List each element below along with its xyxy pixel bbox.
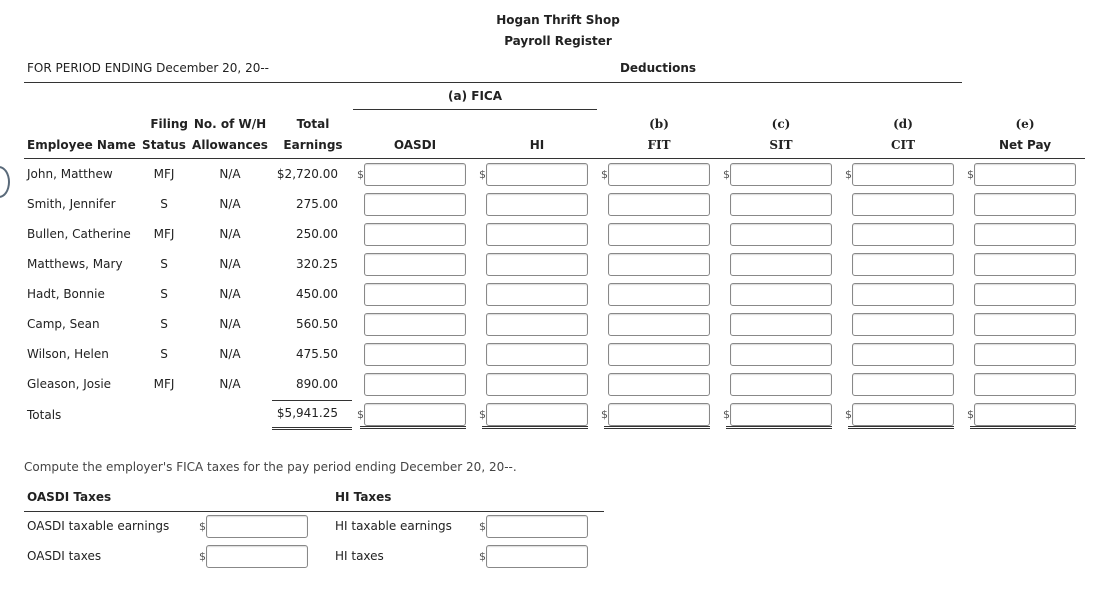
total-double-rule: [482, 426, 588, 427]
cit-input[interactable]: [852, 343, 954, 366]
total-fit-input[interactable]: [608, 403, 710, 426]
net-pay-input[interactable]: [974, 163, 1076, 186]
total-double-rule: [970, 426, 1076, 427]
dollar-sign: $: [845, 168, 852, 181]
header-earnings-top: Total: [296, 117, 330, 131]
header-sit-top: (c): [771, 117, 791, 131]
net-pay-input[interactable]: [974, 223, 1076, 246]
total-hi-input[interactable]: [486, 403, 588, 426]
total-net-pay-input[interactable]: [974, 403, 1076, 426]
oasdi-input[interactable]: [364, 163, 466, 186]
oasdi-taxable-earnings-input[interactable]: [206, 515, 308, 538]
totals-earnings: $5,941.25: [276, 406, 338, 420]
totals-top-rule: [272, 400, 352, 401]
dollar-sign: $: [601, 168, 608, 181]
employee-name: Hadt, Bonnie: [27, 287, 105, 301]
totals-double-rule-1: [272, 427, 352, 428]
filing-status: S: [160, 197, 168, 211]
oasdi-input[interactable]: [364, 373, 466, 396]
fit-input[interactable]: [608, 253, 710, 276]
dollar-sign: $: [199, 520, 206, 533]
employee-name: Wilson, Helen: [27, 347, 109, 361]
dollar-sign: $: [845, 408, 852, 421]
header-rule: [24, 158, 1085, 159]
total-double-rule: [482, 428, 588, 429]
dollar-sign: $: [357, 408, 364, 421]
allowances: N/A: [219, 317, 241, 331]
filing-status: S: [160, 347, 168, 361]
sit-input[interactable]: [730, 313, 832, 336]
employee-name: Bullen, Catherine: [27, 227, 131, 241]
header-cit-bottom: CIT: [890, 138, 916, 152]
total-earnings: 450.00: [296, 287, 338, 301]
hi-input[interactable]: [486, 193, 588, 216]
total-double-rule: [970, 428, 1076, 429]
employee-name: Smith, Jennifer: [27, 197, 116, 211]
header-sit-bottom: SIT: [769, 138, 793, 152]
header-oasdi: OASDI: [393, 138, 437, 152]
total-earnings: 890.00: [296, 377, 338, 391]
employee-name: Gleason, Josie: [27, 377, 112, 391]
oasdi-input[interactable]: [364, 193, 466, 216]
totals-double-rule-2: [272, 429, 352, 430]
oasdi-input[interactable]: [364, 343, 466, 366]
total-double-rule: [726, 426, 832, 427]
total-double-rule: [604, 426, 710, 427]
dollar-sign: $: [357, 168, 364, 181]
filing-status: S: [160, 257, 168, 271]
net-pay-input[interactable]: [974, 373, 1076, 396]
hi-taxes-label: HI taxes: [335, 549, 384, 563]
oasdi-taxable-label: OASDI taxable earnings: [27, 519, 170, 533]
total-double-rule: [848, 426, 954, 427]
oasdi-input[interactable]: [364, 223, 466, 246]
filing-status: MFJ: [153, 167, 175, 181]
dollar-sign: $: [967, 168, 974, 181]
filing-status: MFJ: [153, 377, 175, 391]
cit-input[interactable]: [852, 193, 954, 216]
sit-input[interactable]: [730, 373, 832, 396]
total-earnings: 275.00: [296, 197, 338, 211]
hi-input[interactable]: [486, 313, 588, 336]
allowances: N/A: [219, 167, 241, 181]
net-pay-input[interactable]: [974, 193, 1076, 216]
totals-label: Totals: [27, 408, 62, 422]
dollar-sign: $: [723, 408, 730, 421]
sit-input[interactable]: [730, 193, 832, 216]
header-net-top: (e): [1015, 117, 1035, 131]
deductions-rule: [24, 82, 962, 83]
allowances: N/A: [219, 227, 241, 241]
focus-ring-indicator: [0, 166, 10, 198]
total-double-rule: [726, 428, 832, 429]
dollar-sign: $: [967, 408, 974, 421]
allowances: N/A: [219, 347, 241, 361]
header-allow-bottom: Allowances: [192, 138, 268, 152]
total-double-rule: [604, 428, 710, 429]
header-cit-top: (d): [893, 117, 913, 131]
oasdi-input[interactable]: [364, 253, 466, 276]
total-earnings: 320.25: [296, 257, 338, 271]
fit-input[interactable]: [608, 343, 710, 366]
hi-input[interactable]: [486, 283, 588, 306]
sit-input[interactable]: [730, 253, 832, 276]
hi-input[interactable]: [486, 253, 588, 276]
hi-input[interactable]: [486, 163, 588, 186]
total-cit-input[interactable]: [852, 403, 954, 426]
header-filing-bottom: Status: [142, 138, 186, 152]
total-double-rule: [360, 428, 466, 429]
oasdi-input[interactable]: [364, 283, 466, 306]
oasdi-taxes-label: OASDI taxes: [27, 549, 102, 563]
employee-name: John, Matthew: [27, 167, 113, 181]
hi-taxable-earnings-input[interactable]: [486, 515, 588, 538]
fit-input[interactable]: [608, 373, 710, 396]
fit-input[interactable]: [608, 193, 710, 216]
filing-status: S: [160, 317, 168, 331]
company-name: Hogan Thrift Shop: [496, 13, 620, 27]
hi-input[interactable]: [486, 343, 588, 366]
dollar-sign: $: [479, 520, 486, 533]
hi-input[interactable]: [486, 373, 588, 396]
period-label: FOR PERIOD ENDING December 20, 20--: [27, 61, 269, 75]
fit-input[interactable]: [608, 313, 710, 336]
hi-taxes-input[interactable]: [486, 545, 588, 568]
oasdi-taxes-heading: OASDI Taxes: [27, 490, 112, 504]
net-pay-input[interactable]: [974, 313, 1076, 336]
cit-input[interactable]: [852, 373, 954, 396]
total-earnings: 250.00: [296, 227, 338, 241]
employer-rule: [24, 511, 604, 512]
net-pay-input[interactable]: [974, 283, 1076, 306]
header-fit-bottom: FIT: [647, 138, 671, 152]
sit-input[interactable]: [730, 343, 832, 366]
hi-taxable-label: HI taxable earnings: [335, 519, 452, 533]
cit-input[interactable]: [852, 253, 954, 276]
fit-input[interactable]: [608, 283, 710, 306]
allowances: N/A: [219, 197, 241, 211]
deductions-label: Deductions: [619, 61, 697, 75]
employee-name: Camp, Sean: [27, 317, 100, 331]
sit-input[interactable]: [730, 163, 832, 186]
header-employee-name: Employee Name: [27, 138, 136, 152]
hi-input[interactable]: [486, 223, 588, 246]
employer-prompt: Compute the employer's FICA taxes for the pay period ending December 20, 20--.: [24, 460, 517, 474]
dollar-sign: $: [601, 408, 608, 421]
header-net-bottom: Net Pay: [998, 138, 1052, 152]
allowances: N/A: [219, 377, 241, 391]
fica-rule: [353, 109, 597, 110]
total-earnings: $2,720.00: [276, 167, 338, 181]
header-filing-top: Filing: [150, 117, 188, 131]
employee-name: Matthews, Mary: [27, 257, 123, 271]
total-oasdi-input[interactable]: [364, 403, 466, 426]
net-pay-input[interactable]: [974, 253, 1076, 276]
cit-input[interactable]: [852, 223, 954, 246]
filing-status: S: [160, 287, 168, 301]
header-fit-top: (b): [649, 117, 669, 131]
total-earnings: 560.50: [296, 317, 338, 331]
filing-status: MFJ: [153, 227, 175, 241]
header-earnings-bottom: Earnings: [283, 138, 343, 152]
allowances: N/A: [219, 287, 241, 301]
total-double-rule: [360, 426, 466, 427]
total-sit-input[interactable]: [730, 403, 832, 426]
cit-input[interactable]: [852, 283, 954, 306]
dollar-sign: $: [199, 550, 206, 563]
dollar-sign: $: [723, 168, 730, 181]
dollar-sign: $: [479, 408, 486, 421]
dollar-sign: $: [479, 168, 486, 181]
cit-input[interactable]: [852, 313, 954, 336]
total-earnings: 475.50: [296, 347, 338, 361]
sit-input[interactable]: [730, 223, 832, 246]
fica-label: (a) FICA: [448, 89, 502, 103]
total-double-rule: [848, 428, 954, 429]
hi-taxes-heading: HI Taxes: [335, 490, 392, 504]
oasdi-taxes-input[interactable]: [206, 545, 308, 568]
dollar-sign: $: [479, 550, 486, 563]
header-allow-top: No. of W/H: [193, 117, 267, 131]
header-hi: HI: [529, 138, 545, 152]
oasdi-input[interactable]: [364, 313, 466, 336]
cit-input[interactable]: [852, 163, 954, 186]
fit-input[interactable]: [608, 163, 710, 186]
sit-input[interactable]: [730, 283, 832, 306]
allowances: N/A: [219, 257, 241, 271]
fit-input[interactable]: [608, 223, 710, 246]
report-title: Payroll Register: [504, 34, 612, 48]
net-pay-input[interactable]: [974, 343, 1076, 366]
